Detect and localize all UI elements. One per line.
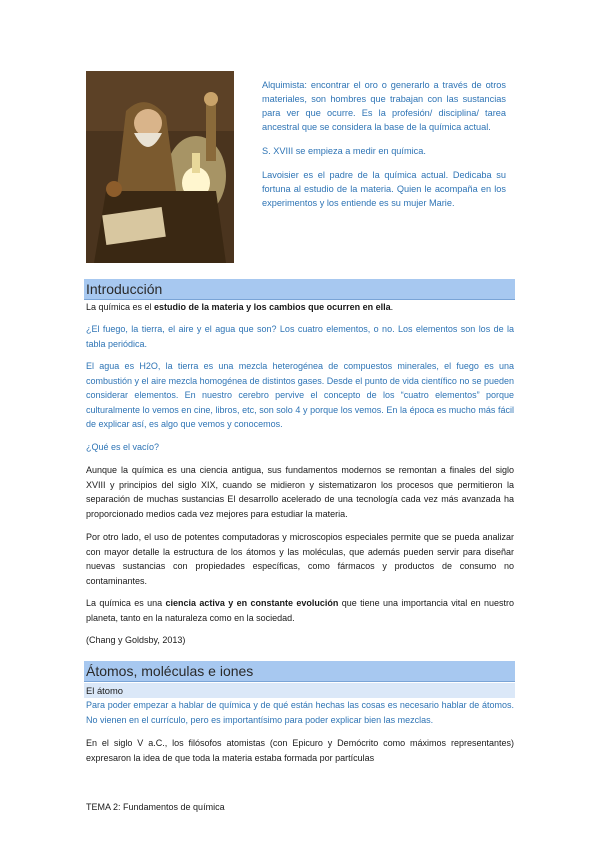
xviii-note: S. XVIII se empieza a medir en química. [262,146,426,156]
elements-explanation-paragraph: El agua es H2O, la tierra es una mezcla heterogénea de compuestos minerales, el fuego es una combustión y el aire mezcla homogénea de distintos gases. Desde el punto de vida científico no se pueden considerar elementos. En nuestro cerebro pervive el concepto de los “cuatro elementos” porque culturalmente lo vemos en cine, libros, etc, son solo 4 y porque los vemos. En la época es mucho más fácil de explicar así, es algo que vemos y conocemos. [86,361,514,430]
definition-bold: estudio de la materia y los cambios que ocurren en ella [154,302,391,312]
alchemist-illustration [86,71,234,263]
section-heading-introduccion [84,279,515,300]
subheading-atomo [84,683,515,698]
lavoisier-note: Lavoisier es el padre de la química actual. Dedicaba su fortuna al estudio de la materia. Quien le acompaña en los experimentos y los entiende es su mujer Marie. [262,170,506,208]
atoms-intro-paragraph: Para poder empezar a hablar de química y de qué están hechas las cosas es necesario hablar de átomos. No vienen en el currículo, pero es importantísimo para poder explicar bien las mezclas. [86,700,514,725]
microscopes-paragraph: Por otro lado, el uso de potentes computadoras y microscopios especiales permite que se pueda analizar con mayor detalle la estructura de los átomos y las moléculas, que además pueden servir para diseñar nuevas sustancias con propiedades específicas, como fármacos y productos de consumo no contaminantes. [86,532,514,586]
active-science-end: que tiene una importancia vital en nuestro planeta, tanto en la naturaleza como en la sociedad. [86,598,514,623]
definition-paragraph [86,300,514,315]
intro-notes [262,78,506,220]
definition-end: . [390,302,394,312]
active-science-bold: ciencia activa y en constante evolución [165,598,339,608]
citation: (Chang y Goldsby, 2013) [86,635,186,645]
section-heading-text: Introducción [86,281,163,297]
page-footer: TEMA 2: Fundamentos de química [86,802,225,812]
atomists-paragraph: En el siglo V a.C., los filósofos atomistas (con Epicuro y Demócrito como máximos representantes) expresaron la idea de que toda la materia estaba formada por partículas [86,738,514,763]
subheading-text: El átomo [86,685,123,696]
section-heading-atomos [84,661,515,682]
elements-question-paragraph: ¿El fuego, la tierra, el aire y el agua que son? Los cuatro elementos, o no. Los elementos son los de la tabla periódica. [86,324,514,349]
definition-text: La química es el [86,302,155,312]
vacuum-question: ¿Qué es el vacío? [86,442,160,452]
alchemist-definition: Alquimista: encontrar el oro o generarlo a través de otros materiales, son hombres que trabajan con las sustancias para ver que ocurre. Es la profesión/ disciplina/ tarea ancestral que se considera la base de la química actual. [262,80,506,132]
active-science-paragraph [86,596,514,625]
history-paragraph: Aunque la química es una ciencia antigua, sus fundamentos modernos se remontan a finales del siglo XVIII y principios del siglo XIX, cuando se midieron y sistematizaron los procesos que permitieron la separación de muchas sustancias El desarrollo acelerado de una tecnología cada vez más avanzada ha proporcionado medios cada vez mejores para estudiar la materia. [86,465,514,519]
active-science-text: La química es una [86,598,166,608]
section-heading-text: Átomos, moléculas e iones [86,663,254,679]
